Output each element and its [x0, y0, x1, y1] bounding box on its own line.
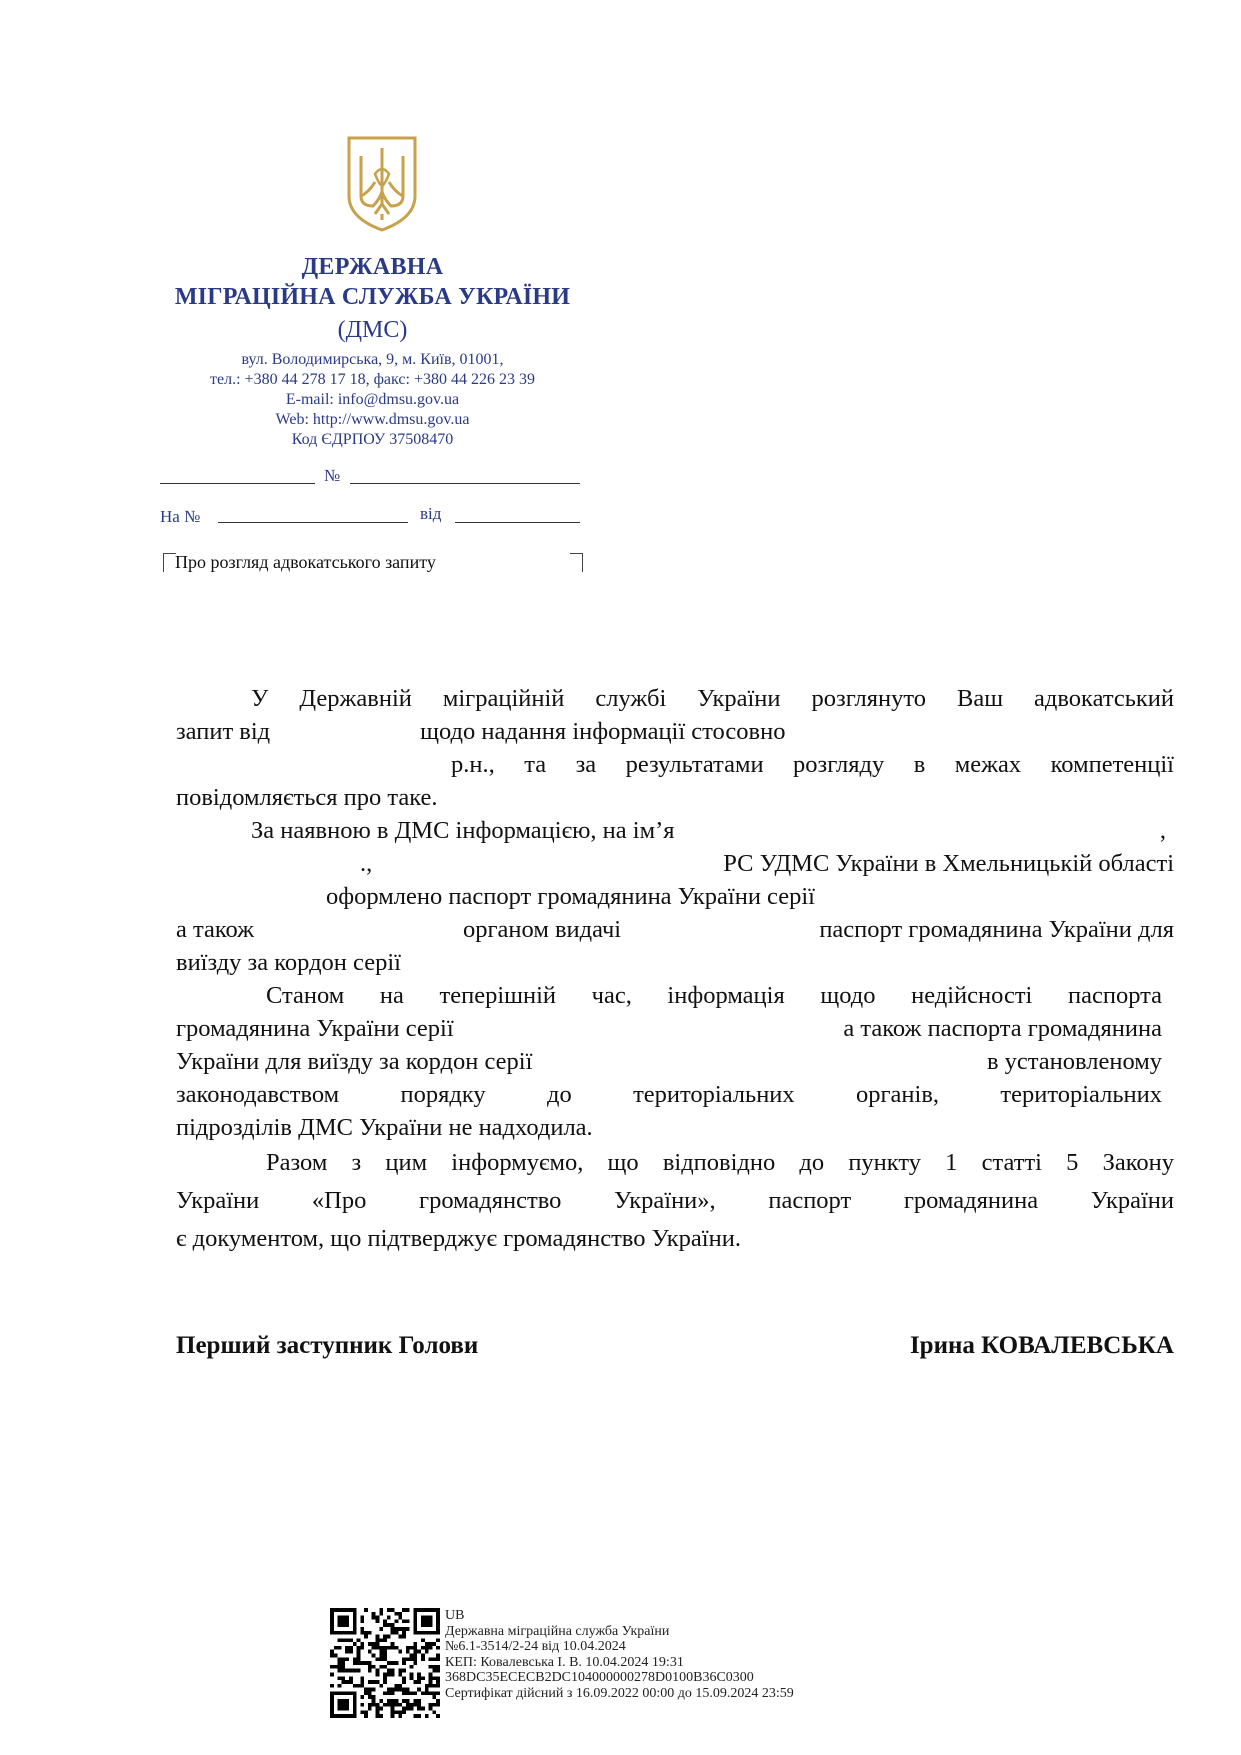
org-address: вул. Володимирська, 9, м. Київ, 01001,	[241, 351, 504, 368]
p4-line1: Разом з цим інформуємо, що відповідно до пункту 1 статті 5 Закону	[266, 1149, 1174, 1176]
na-num-label: На №	[160, 507, 201, 526]
p1-line3: р.н., та за результатами розгляду в межах компетенції	[451, 751, 1174, 778]
org-web: Web: http://www.dmsu.gov.ua	[275, 411, 470, 428]
p2-line5: виїзду за кордон серії	[176, 949, 401, 976]
subject-corner-right	[570, 553, 583, 572]
stamp-line5: 368DC35ECECB2DC104000000278D0100B36C0300	[445, 1670, 754, 1686]
p2-line2: ., РС УДМС України в Хмельницькій області	[360, 850, 1174, 877]
p2-line1: За наявною в ДМС інформацією, на ім’я ,	[251, 817, 1166, 844]
p3-line2: громадянина України серії а також паспорта громадянина	[176, 1015, 1162, 1042]
p4-line3: є документом, що підтверджує громадянство України.	[176, 1225, 741, 1252]
org-phone: тел.: +380 44 278 17 18, факс: +380 44 226 23 39	[210, 371, 535, 388]
org-email: E-mail: info@dmsu.gov.ua	[285, 391, 460, 408]
stamp-line1: UB	[445, 1608, 465, 1623]
num-label: №	[324, 466, 341, 485]
p2-line4: а також органом видачі паспорт громадянина України для	[176, 916, 1174, 943]
org-name-line2: МІГРАЦІЙНА СЛУЖБА УКРАЇНИ	[174, 284, 571, 310]
coat-of-arms-icon	[345, 134, 419, 234]
org-abbr: (ДМС)	[337, 317, 408, 343]
org-name-line1: ДЕРЖАВНА	[301, 254, 444, 280]
p1-line4: повідомляється про таке.	[176, 784, 438, 811]
vid-line	[455, 522, 580, 523]
stamp-line4: КЕП: Ковалевська І. В. 10.04.2024 19:31	[445, 1654, 684, 1670]
stamp-line3: №6.1-3514/2-24 від 10.04.2024	[445, 1639, 626, 1655]
p1-line2: запит від щодо надання інформації стосовно	[176, 718, 786, 745]
org-edrpou: Код ЄДРПОУ 37508470	[291, 431, 454, 448]
vid-label: від	[420, 504, 442, 523]
p3-line1: Станом на теперішній час, інформація щодо недійсності паспорта	[266, 982, 1162, 1009]
p3-line3: України для виїзду за кордон серії в установленому	[176, 1048, 1162, 1075]
num-line	[350, 483, 580, 484]
p2-line3: оформлено паспорт громадянина України серії	[326, 883, 815, 910]
stamp-line2: Державна міграційна служба України	[445, 1623, 670, 1639]
signatory-name: Ірина КОВАЛЕВСЬКА	[909, 1332, 1174, 1359]
signatory-position: Перший заступник Голови	[176, 1332, 479, 1359]
p3-line5: підрозділів ДМС України не надходила.	[176, 1114, 593, 1141]
letter-body	[176, 682, 1174, 1255]
p4-line2: України «Про громадянство України», паспорт громадянина України	[176, 1187, 1174, 1214]
subject-line: Про розгляд адвокатського запиту	[175, 552, 436, 572]
na-num-line	[218, 522, 408, 523]
digital-signature-stamp	[445, 1608, 794, 1702]
p1-line1: У Державній міграційній службі України розглянуто Ваш адвокатський	[251, 685, 1174, 712]
date-line	[160, 483, 315, 484]
p3-line4: законодавством порядку до територіальних органів, територіальних	[176, 1081, 1162, 1108]
qr-code-icon	[330, 1608, 440, 1718]
stamp-line6: Сертифікат дійсний з 16.09.2022 00:00 до 15.09.2024 23:59	[445, 1685, 794, 1701]
